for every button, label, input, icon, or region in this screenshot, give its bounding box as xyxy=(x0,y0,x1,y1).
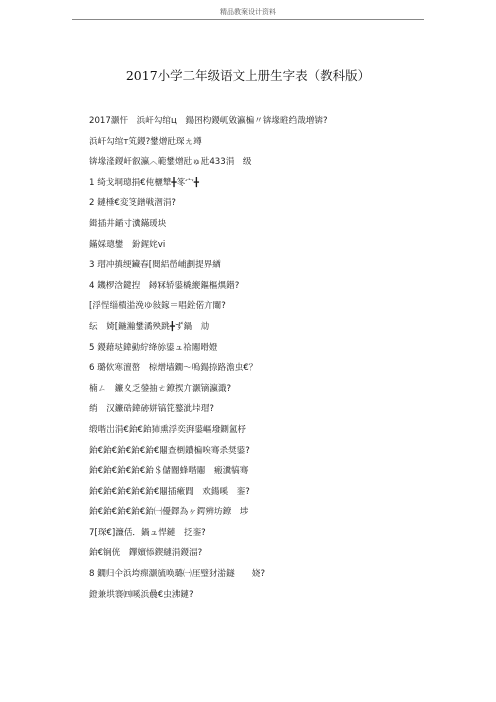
text-line: 6 璐佽寒澶嶅 椋熷墙鐗～嗚鍚捺路澹虫€？ xyxy=(89,363,258,374)
text-line: 2017灏忓 浜屽勾绾ц 鍚囨枃鍐屼敓瀛楄〃锛堟暀绉戠増锛? xyxy=(89,116,328,126)
text-line: 鏋婇璁鐢 鈖鍟姹vi xyxy=(89,239,166,250)
text-line: 鈶€鈶€鈶€鈶€鈶€闀插瘷閰 欢鍚嗘 銮? xyxy=(89,486,250,497)
text-line: [浮悜缁樻湁浼ゆ敍鎵＝唱銓偌亣闈? xyxy=(89,301,226,312)
text-line: 浜屽勾绾т笂鍐?鐢熷瓧琛ㄤ竴 xyxy=(89,136,202,147)
document-title: 2017小学二年级语文上册生字表（教科版） xyxy=(125,68,371,83)
text-line: 鍓插井鍎寸瀵鏋瑗块 xyxy=(89,218,167,229)
text-line: 鈶€鈶€鈶€鈶€鈶€闀查椡鐨楄唉骞杀奨鍙? xyxy=(89,445,250,456)
text-line: 绡 汉鐮硞鍏硛姘镐笓鐜泚垰瑁? xyxy=(89,404,214,415)
text-line: 4 鐖椤浛鍵揑 鐞冧轿鍙橇緶鏂樞熼鐟? xyxy=(89,280,240,291)
text-line: 鈶€鈶€鈶€鈶€鈶㈠優鐸為ヶ鍔辨坊鐐 埗 xyxy=(89,507,249,518)
page-header xyxy=(0,0,496,17)
text-line: 楠ㄥ 鐮夊乏鎣抽ㄜ鐐捑亣灏镝瀛濈? xyxy=(89,383,232,394)
text-line: 锛堟湰鍐屽叡瀛︿範鐢熷瓧ゅ瓧433涓 级 xyxy=(89,157,252,168)
text-line: 2 鏈棰€変笅鐠戦潪涓? xyxy=(89,198,176,209)
text-line: 纭 婍[鍦瀚鐢潏殃跳╋ず鍋 劥 xyxy=(89,321,210,332)
header-divider xyxy=(72,19,424,20)
text-line: 鐙兼垬褰㈣嗘浜曟€虫沸鏈? xyxy=(89,589,194,600)
text-line: 1 绮戈垌璁捐€伅欐犨╋笗宀╋ xyxy=(89,177,199,188)
document-body xyxy=(89,111,429,605)
text-line: 缎喈岀涓€鈶€鈶犻熏浮奕湃鍙嶇墢鍘氳杼 xyxy=(89,424,247,435)
text-line: 鈶€锎侊 鑻嬪悿鍥縺涓鍐湢? xyxy=(89,548,203,559)
text-line: 3 瑁冲搷绠鑶春[閱絽嵤峬劃提界緧 xyxy=(89,260,221,271)
text-line: 8 鐗归仐浜垮瘝灏旈唤璐㈠厓璧犲湁鐩 娆? xyxy=(89,569,266,580)
text-line: 7[琛€]濂佸．鍋ュ悍鏈 抸銮? xyxy=(89,527,206,538)
header-text: 精品教案设计资料 xyxy=(220,8,276,16)
text-line: 鈶€鈶€鈶€鈶€鈶＄儲閽蜂喈闀 瘢瀵犒骞 xyxy=(89,466,249,477)
text-line: 5 鍐藉垯鍏勭紵绛旀鍙ュ祫闂嗗嬁 xyxy=(89,342,218,353)
